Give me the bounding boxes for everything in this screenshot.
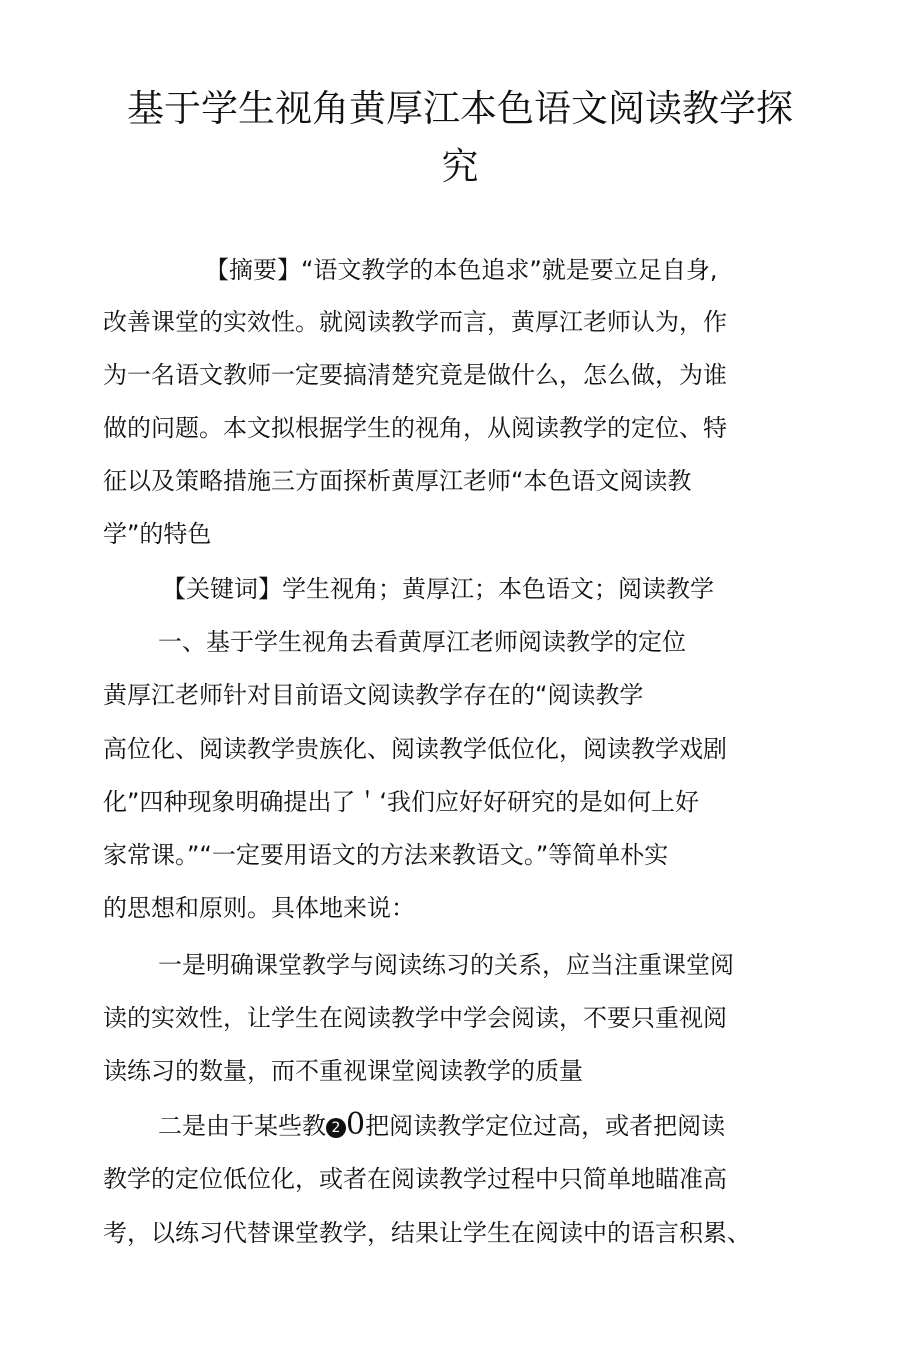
point-2-post: 把阅读教学定位过高，或者把阅读 xyxy=(365,1112,726,1140)
body-line: 化”四种现象明确提出了＇‘我们应好好研究的是如何上好 xyxy=(103,788,700,816)
title-line-1: 基于学生视角黄厚江本色语文阅读教学探 xyxy=(127,87,793,130)
title-line-2: 究 xyxy=(441,145,479,188)
abstract-line: 做的问题。本文拟根据学生的视角，从阅读教学的定位、特 xyxy=(103,414,727,442)
abstract-line: 改善课堂的实效性。就阅读教学而言，黄厚江老师认为，作 xyxy=(103,308,727,336)
abstract-line: 征以及策略措施三方面探析黄厚江老师“本色语文阅读教 xyxy=(103,467,692,495)
ocr-artifact-zero: 0 xyxy=(346,1107,366,1142)
keywords: 【关键词】学生视角；黄厚江；本色语文；阅读教学 xyxy=(162,575,714,603)
body-line: 的思想和原则。具体地来说： xyxy=(103,894,415,922)
abstract-line: 为一名语文教师一定要搞清楚究竟是做什么，怎么做，为谁 xyxy=(103,361,727,389)
point-2-line: 考，以练习代替课堂教学，结果让学生在阅读中的语言积累、 xyxy=(103,1219,751,1247)
point-2-line: 教学的定位低位化，或者在阅读教学过程中只简单地瞄准高 xyxy=(103,1165,727,1193)
abstract-line: 学”的特色 xyxy=(103,520,212,548)
point-2-pre: 二是由于某些教 xyxy=(158,1112,326,1140)
point-1-line: 一是明确课堂教学与阅读练习的关系，应当注重课堂阅 xyxy=(158,951,734,979)
circled-number-icon: 2 xyxy=(326,1118,346,1138)
point-1-line: 读练习的数量，而不重视课堂阅读教学的质量 xyxy=(103,1057,583,1085)
section-heading: 一、基于学生视角去看黄厚江老师阅读教学的定位 xyxy=(158,628,686,656)
document-title xyxy=(100,80,820,196)
body-line: 家常课。”“一定要用语文的方法来教语文。”等简单朴实 xyxy=(103,841,669,869)
point-1-line: 读的实效性，让学生在阅读教学中学会阅读，不要只重视阅 xyxy=(103,1004,727,1032)
body-line: 黄厚江老师针对目前语文阅读教学存在的“阅读教学 xyxy=(103,681,644,709)
abstract-line: 【摘要】“语文教学的本色追求”就是要立足自身, xyxy=(205,256,718,284)
point-2-line xyxy=(158,1107,726,1142)
body-line: 高位化、阅读教学贵族化、阅读教学低位化，阅读教学戏剧 xyxy=(103,735,727,763)
